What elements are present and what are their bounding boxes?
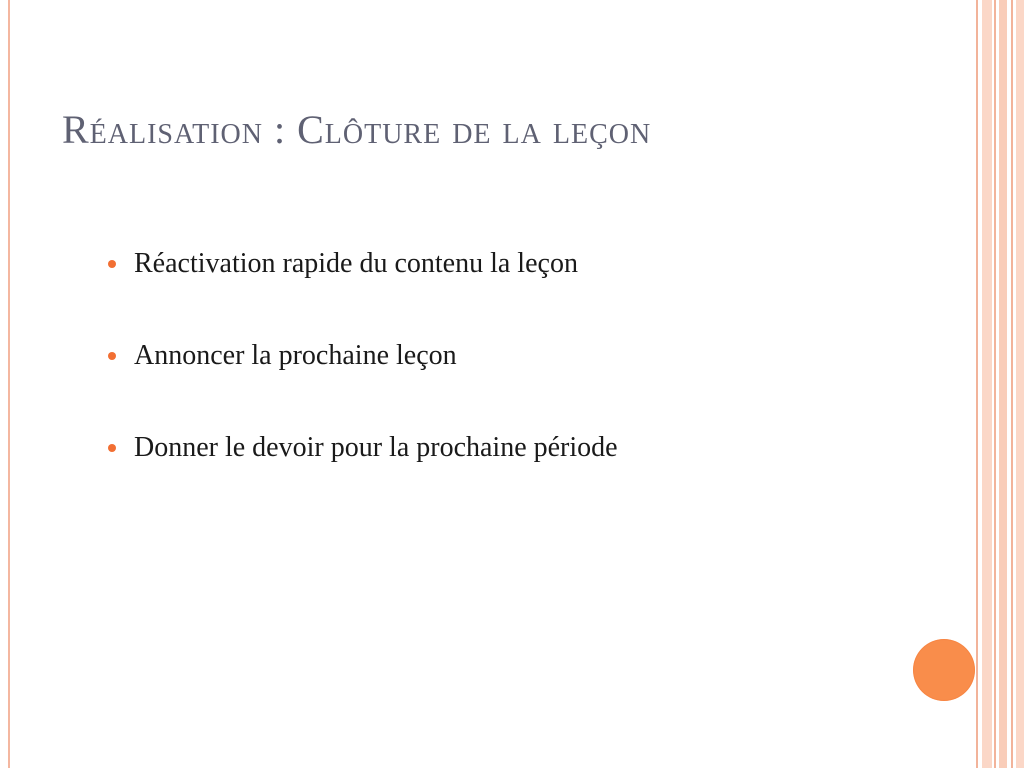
bullet-text: Donner le devoir pour la prochaine période: [134, 432, 618, 463]
bullet-dot-icon: [108, 352, 116, 360]
bullet-dot-icon: [108, 444, 116, 452]
bullet-item: [108, 422, 928, 514]
circle-accent-icon: [913, 639, 975, 701]
bullet-dot-icon: [108, 260, 116, 268]
slide-title: Réalisation : Clôture de la leçon: [62, 107, 652, 152]
right-border-stripe-2: [982, 0, 992, 768]
bullet-list: [108, 238, 928, 514]
bullet-text: Réactivation rapide du contenu la leçon: [134, 248, 578, 279]
right-border-stripe-4: [999, 0, 1007, 768]
bullet-item: [108, 238, 928, 330]
right-border-stripe-1: [976, 0, 978, 768]
right-border-stripe-6: [1016, 0, 1024, 768]
bullet-text: Annoncer la prochaine leçon: [134, 340, 457, 371]
right-border-stripe-3: [994, 0, 996, 768]
right-border-stripe-5: [1011, 0, 1013, 768]
bullet-item: [108, 330, 928, 422]
left-border-line: [8, 0, 10, 768]
